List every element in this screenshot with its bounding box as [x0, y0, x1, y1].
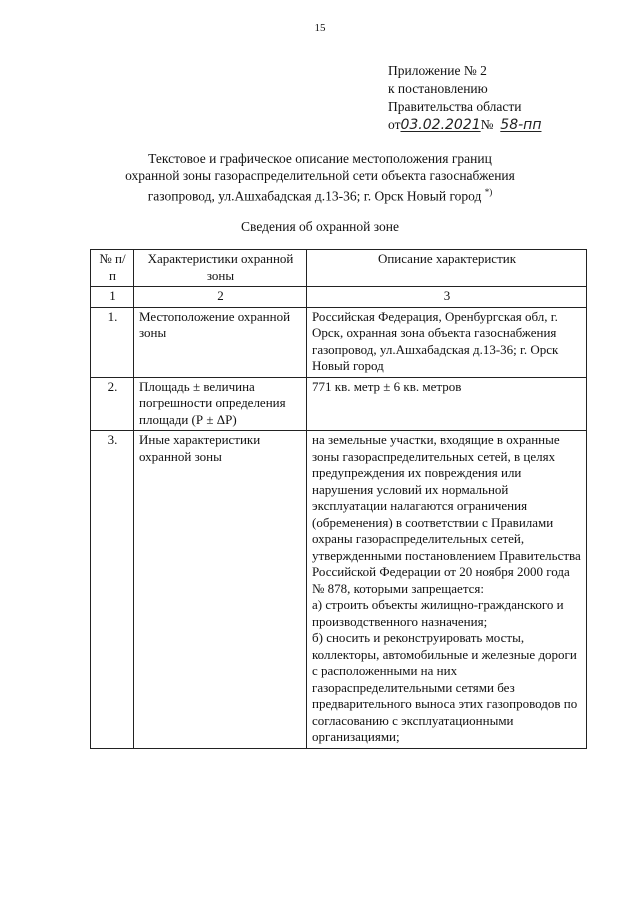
- zone-info-table: [90, 249, 587, 749]
- row-description: Российская Федерация, Оренбургская обл, г. Орск, охранная зона объекта газоснабжения газопровод, ул.Ашхабадская д.13-36; г. Орск Новый город: [307, 307, 587, 377]
- page-number: 15: [314, 22, 326, 34]
- footnote-mark: *): [484, 187, 493, 197]
- column-number: 2: [134, 287, 307, 308]
- table-header-row: [91, 250, 587, 287]
- section-subtitle: Сведения об охранной зоне: [241, 219, 399, 234]
- appendix-line: к постановлению: [388, 81, 488, 96]
- description-paragraph: на земельные участки, входящие в охранные зоны газораспределительных сетей, в целях предупреждения их повреждения или нарушения условий их нормальной эксплуатации налагаются ограничения (обременения) в соответствии с Правилами охраны газораспределительных сетей, утвержденными постановлением Правительства Российской Федерации от 20 ноября 2000 года № 878, которыми запрещается:: [312, 432, 581, 596]
- column-number: 3: [307, 287, 587, 308]
- title-line: охранной зоны газораспределительной сети объекта газоснабжения: [125, 168, 515, 183]
- handwritten-date: 03.02.2021: [400, 117, 481, 133]
- restriction-item-b: б) сносить и реконструировать мосты, коллекторы, автомобильные и железные дороги с расположенными на них газораспределительными сетями без предварительного выноса этих газопроводов по согласованию с эксплуатационными организациями;: [312, 630, 578, 744]
- row-characteristic: Местоположение охранной зоны: [134, 307, 307, 377]
- appendix-header: [388, 62, 541, 134]
- row-description: 771 кв. метр ± 6 кв. метров: [307, 377, 587, 431]
- table-row: [91, 377, 587, 431]
- header-description: Описание характеристик: [307, 250, 587, 287]
- row-description: [307, 431, 587, 749]
- appendix-date-line: [388, 116, 541, 134]
- table-row: [91, 307, 587, 377]
- handwritten-number: 58-пп: [500, 117, 542, 133]
- row-number: 1.: [91, 307, 134, 377]
- header-num: № п/п: [91, 250, 134, 287]
- appendix-line: Приложение № 2: [388, 63, 487, 78]
- table-row: [91, 431, 587, 749]
- title-line: Текстовое и графическое описание местоположения границ: [148, 151, 492, 166]
- appendix-line: Правительства области: [388, 99, 522, 114]
- row-number: 2.: [91, 377, 134, 431]
- title-line: газопровод, ул.Ашхабадская д.13-36; г. Орск Новый город *): [147, 187, 493, 204]
- header-characteristic: Характеристики охранной зоны: [134, 250, 307, 287]
- row-characteristic: Иные характеристики охранной зоны: [134, 431, 307, 749]
- column-number: 1: [91, 287, 134, 308]
- row-characteristic: Площадь ± величина погрешности определения площади (Р ± ΔР): [134, 377, 307, 431]
- date-prefix: от: [388, 117, 401, 132]
- document-title: [60, 150, 580, 205]
- column-number-row: [91, 287, 587, 308]
- restriction-item-a: а) строить объекты жилищно-гражданского и производственного назначения;: [312, 597, 564, 629]
- number-prefix: №: [480, 117, 494, 132]
- row-number: 3.: [91, 431, 134, 749]
